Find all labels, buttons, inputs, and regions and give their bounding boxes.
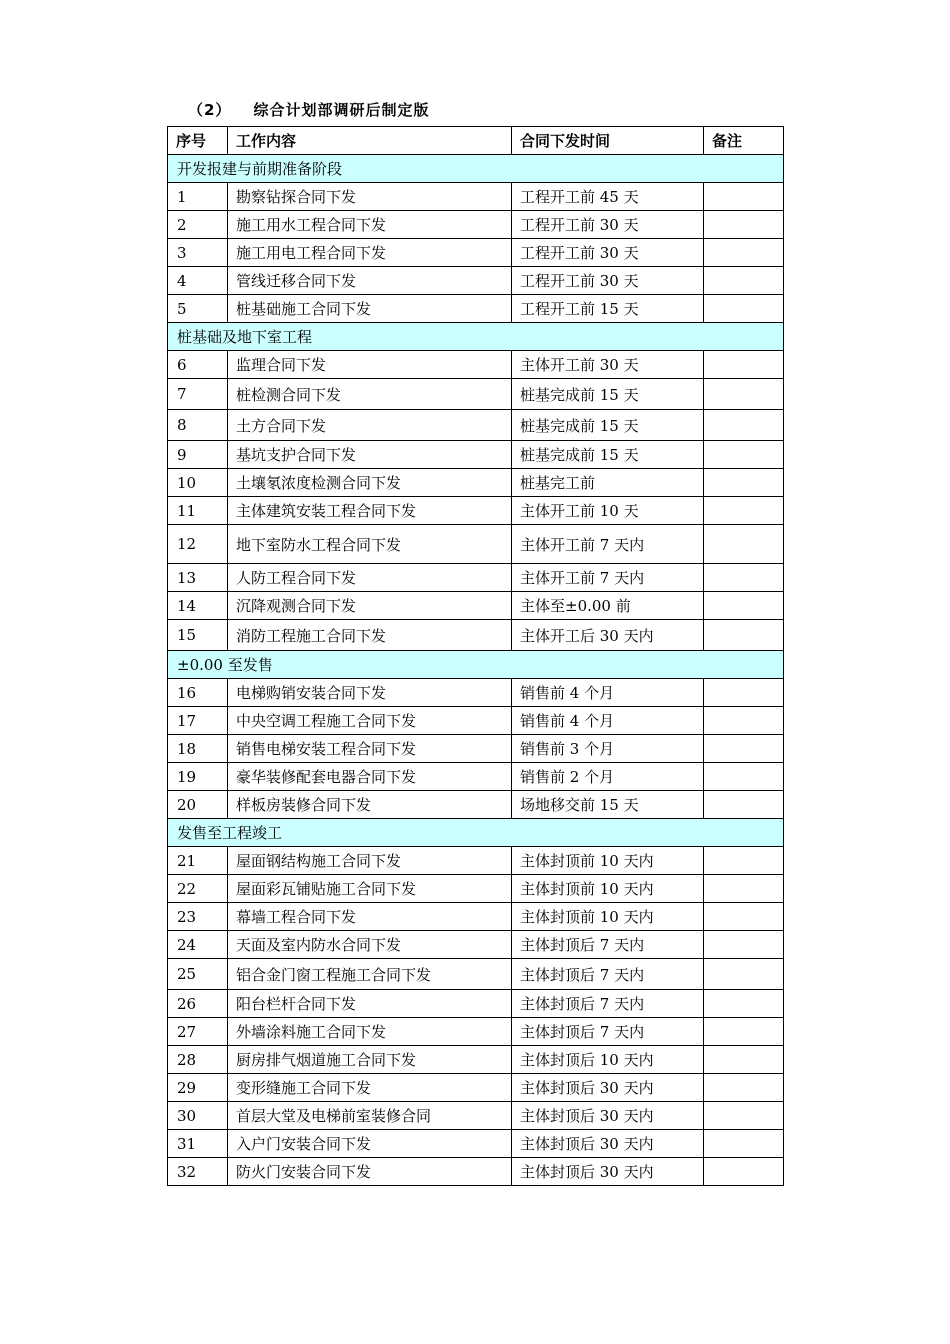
table-row bbox=[168, 441, 784, 469]
cell-content: 地下室防水工程合同下发 bbox=[228, 525, 512, 564]
cell-time: 主体开工前 7 天内 bbox=[512, 525, 704, 564]
cell-remark bbox=[704, 1018, 784, 1046]
cell-remark bbox=[704, 410, 784, 441]
cell-seq: 16 bbox=[168, 679, 228, 707]
cell-seq: 20 bbox=[168, 791, 228, 819]
table-row bbox=[168, 1074, 784, 1102]
cell-time: 主体封顶前 10 天内 bbox=[512, 847, 704, 875]
cell-time: 主体封顶前 10 天内 bbox=[512, 875, 704, 903]
cell-content: 管线迁移合同下发 bbox=[228, 267, 512, 295]
cell-time: 桩基完成前 15 天 bbox=[512, 379, 704, 410]
table-row bbox=[168, 1102, 784, 1130]
cell-seq: 4 bbox=[168, 267, 228, 295]
cell-remark bbox=[704, 497, 784, 525]
cell-content: 样板房装修合同下发 bbox=[228, 791, 512, 819]
section-row bbox=[168, 323, 784, 351]
cell-seq: 7 bbox=[168, 379, 228, 410]
table-row bbox=[168, 1130, 784, 1158]
cell-time: 主体至±0.00 前 bbox=[512, 592, 704, 620]
cell-remark bbox=[704, 592, 784, 620]
column-header-remark: 备注 bbox=[704, 127, 784, 155]
table-row bbox=[168, 183, 784, 211]
table-row bbox=[168, 903, 784, 931]
contract-schedule-table bbox=[167, 126, 784, 1186]
cell-time: 主体封顶后 7 天内 bbox=[512, 990, 704, 1018]
cell-remark bbox=[704, 469, 784, 497]
section-row bbox=[168, 651, 784, 679]
cell-content: 入户门安装合同下发 bbox=[228, 1130, 512, 1158]
cell-time: 桩基完成前 15 天 bbox=[512, 410, 704, 441]
table-row bbox=[168, 592, 784, 620]
cell-seq: 2 bbox=[168, 211, 228, 239]
section-title: ±0.00 至发售 bbox=[168, 651, 784, 679]
section-title: 发售至工程竣工 bbox=[168, 819, 784, 847]
cell-time: 主体封顶后 30 天内 bbox=[512, 1130, 704, 1158]
cell-content: 屋面彩瓦铺贴施工合同下发 bbox=[228, 875, 512, 903]
table-row bbox=[168, 735, 784, 763]
table-row bbox=[168, 469, 784, 497]
cell-time: 桩基完工前 bbox=[512, 469, 704, 497]
cell-seq: 23 bbox=[168, 903, 228, 931]
cell-time: 销售前 3 个月 bbox=[512, 735, 704, 763]
cell-seq: 11 bbox=[168, 497, 228, 525]
cell-content: 阳台栏杆合同下发 bbox=[228, 990, 512, 1018]
cell-content: 监理合同下发 bbox=[228, 351, 512, 379]
cell-seq: 1 bbox=[168, 183, 228, 211]
cell-seq: 9 bbox=[168, 441, 228, 469]
cell-content: 消防工程施工合同下发 bbox=[228, 620, 512, 651]
table-row bbox=[168, 679, 784, 707]
cell-content: 施工用电工程合同下发 bbox=[228, 239, 512, 267]
cell-time: 主体开工前 7 天内 bbox=[512, 564, 704, 592]
cell-remark bbox=[704, 564, 784, 592]
cell-content: 幕墙工程合同下发 bbox=[228, 903, 512, 931]
cell-content: 厨房排气烟道施工合同下发 bbox=[228, 1046, 512, 1074]
table-row bbox=[168, 875, 784, 903]
table-row bbox=[168, 239, 784, 267]
cell-time: 主体开工后 30 天内 bbox=[512, 620, 704, 651]
section-row bbox=[168, 819, 784, 847]
cell-content: 豪华装修配套电器合同下发 bbox=[228, 763, 512, 791]
section-number: （2） bbox=[188, 101, 232, 119]
cell-content: 桩检测合同下发 bbox=[228, 379, 512, 410]
cell-time: 主体封顶后 7 天内 bbox=[512, 959, 704, 990]
cell-content: 外墙涂料施工合同下发 bbox=[228, 1018, 512, 1046]
cell-remark bbox=[704, 1130, 784, 1158]
cell-content: 电梯购销安装合同下发 bbox=[228, 679, 512, 707]
cell-time: 工程开工前 30 天 bbox=[512, 211, 704, 239]
cell-time: 销售前 4 个月 bbox=[512, 707, 704, 735]
cell-seq: 14 bbox=[168, 592, 228, 620]
cell-time: 主体封顶后 7 天内 bbox=[512, 931, 704, 959]
cell-time: 主体封顶前 10 天内 bbox=[512, 903, 704, 931]
table-row bbox=[168, 1046, 784, 1074]
table-row bbox=[168, 791, 784, 819]
table-row bbox=[168, 497, 784, 525]
cell-seq: 6 bbox=[168, 351, 228, 379]
section-title: 开发报建与前期准备阶段 bbox=[168, 155, 784, 183]
cell-remark bbox=[704, 931, 784, 959]
cell-seq: 31 bbox=[168, 1130, 228, 1158]
section-title: 桩基础及地下室工程 bbox=[168, 323, 784, 351]
table-row bbox=[168, 564, 784, 592]
cell-time: 销售前 2 个月 bbox=[512, 763, 704, 791]
cell-content: 土方合同下发 bbox=[228, 410, 512, 441]
cell-remark bbox=[704, 441, 784, 469]
cell-seq: 13 bbox=[168, 564, 228, 592]
column-header-content: 工作内容 bbox=[228, 127, 512, 155]
cell-remark bbox=[704, 903, 784, 931]
table-row bbox=[168, 211, 784, 239]
column-header-seq: 序号 bbox=[168, 127, 228, 155]
table-row bbox=[168, 410, 784, 441]
cell-remark bbox=[704, 211, 784, 239]
cell-time: 主体开工前 10 天 bbox=[512, 497, 704, 525]
cell-content: 首层大堂及电梯前室装修合同 bbox=[228, 1102, 512, 1130]
table-body bbox=[168, 155, 784, 1186]
table-row bbox=[168, 1018, 784, 1046]
cell-time: 工程开工前 45 天 bbox=[512, 183, 704, 211]
cell-content: 销售电梯安装工程合同下发 bbox=[228, 735, 512, 763]
cell-time: 场地移交前 15 天 bbox=[512, 791, 704, 819]
cell-remark bbox=[704, 351, 784, 379]
cell-remark bbox=[704, 735, 784, 763]
table-row bbox=[168, 931, 784, 959]
cell-seq: 30 bbox=[168, 1102, 228, 1130]
cell-content: 基坑支护合同下发 bbox=[228, 441, 512, 469]
table-row bbox=[168, 525, 784, 564]
cell-remark bbox=[704, 847, 784, 875]
cell-seq: 3 bbox=[168, 239, 228, 267]
cell-content: 主体建筑安装工程合同下发 bbox=[228, 497, 512, 525]
cell-time: 工程开工前 30 天 bbox=[512, 239, 704, 267]
cell-remark bbox=[704, 239, 784, 267]
cell-seq: 15 bbox=[168, 620, 228, 651]
cell-remark bbox=[704, 707, 784, 735]
cell-content: 人防工程合同下发 bbox=[228, 564, 512, 592]
cell-seq: 22 bbox=[168, 875, 228, 903]
cell-time: 主体封顶后 10 天内 bbox=[512, 1046, 704, 1074]
cell-seq: 27 bbox=[168, 1018, 228, 1046]
cell-content: 天面及室内防水合同下发 bbox=[228, 931, 512, 959]
cell-remark bbox=[704, 267, 784, 295]
cell-remark bbox=[704, 525, 784, 564]
cell-seq: 10 bbox=[168, 469, 228, 497]
cell-seq: 32 bbox=[168, 1158, 228, 1186]
table-row bbox=[168, 295, 784, 323]
cell-content: 屋面钢结构施工合同下发 bbox=[228, 847, 512, 875]
cell-content: 勘察钻探合同下发 bbox=[228, 183, 512, 211]
table-row bbox=[168, 847, 784, 875]
cell-seq: 18 bbox=[168, 735, 228, 763]
page-title bbox=[188, 99, 429, 120]
cell-content: 沉降观测合同下发 bbox=[228, 592, 512, 620]
table-row bbox=[168, 620, 784, 651]
cell-remark bbox=[704, 183, 784, 211]
cell-remark bbox=[704, 1046, 784, 1074]
table-row bbox=[168, 267, 784, 295]
cell-content: 防火门安装合同下发 bbox=[228, 1158, 512, 1186]
cell-seq: 8 bbox=[168, 410, 228, 441]
table-header-row bbox=[168, 127, 784, 155]
cell-remark bbox=[704, 379, 784, 410]
cell-seq: 28 bbox=[168, 1046, 228, 1074]
cell-remark bbox=[704, 763, 784, 791]
cell-seq: 5 bbox=[168, 295, 228, 323]
table-row bbox=[168, 959, 784, 990]
cell-seq: 17 bbox=[168, 707, 228, 735]
table-row bbox=[168, 990, 784, 1018]
cell-remark bbox=[704, 990, 784, 1018]
cell-remark bbox=[704, 620, 784, 651]
cell-seq: 25 bbox=[168, 959, 228, 990]
cell-content: 铝合金门窗工程施工合同下发 bbox=[228, 959, 512, 990]
cell-time: 工程开工前 30 天 bbox=[512, 267, 704, 295]
cell-content: 土壤氡浓度检测合同下发 bbox=[228, 469, 512, 497]
cell-remark bbox=[704, 791, 784, 819]
cell-seq: 29 bbox=[168, 1074, 228, 1102]
cell-content: 施工用水工程合同下发 bbox=[228, 211, 512, 239]
cell-remark bbox=[704, 679, 784, 707]
cell-time: 工程开工前 15 天 bbox=[512, 295, 704, 323]
cell-remark bbox=[704, 959, 784, 990]
cell-remark bbox=[704, 1102, 784, 1130]
cell-time: 主体封顶后 30 天内 bbox=[512, 1158, 704, 1186]
cell-remark bbox=[704, 1158, 784, 1186]
cell-time: 主体封顶后 30 天内 bbox=[512, 1102, 704, 1130]
table-row bbox=[168, 379, 784, 410]
cell-seq: 19 bbox=[168, 763, 228, 791]
section-title: 综合计划部调研后制定版 bbox=[253, 101, 430, 119]
cell-time: 主体封顶后 7 天内 bbox=[512, 1018, 704, 1046]
cell-time: 桩基完成前 15 天 bbox=[512, 441, 704, 469]
cell-seq: 26 bbox=[168, 990, 228, 1018]
cell-seq: 21 bbox=[168, 847, 228, 875]
cell-seq: 24 bbox=[168, 931, 228, 959]
section-row bbox=[168, 155, 784, 183]
table-row bbox=[168, 1158, 784, 1186]
cell-remark bbox=[704, 295, 784, 323]
cell-time: 主体封顶后 30 天内 bbox=[512, 1074, 704, 1102]
table-row bbox=[168, 763, 784, 791]
cell-time: 主体开工前 30 天 bbox=[512, 351, 704, 379]
cell-seq: 12 bbox=[168, 525, 228, 564]
cell-content: 变形缝施工合同下发 bbox=[228, 1074, 512, 1102]
cell-remark bbox=[704, 875, 784, 903]
column-header-time: 合同下发时间 bbox=[512, 127, 704, 155]
table-row bbox=[168, 707, 784, 735]
cell-content: 桩基础施工合同下发 bbox=[228, 295, 512, 323]
cell-remark bbox=[704, 1074, 784, 1102]
cell-content: 中央空调工程施工合同下发 bbox=[228, 707, 512, 735]
cell-time: 销售前 4 个月 bbox=[512, 679, 704, 707]
table-row bbox=[168, 351, 784, 379]
